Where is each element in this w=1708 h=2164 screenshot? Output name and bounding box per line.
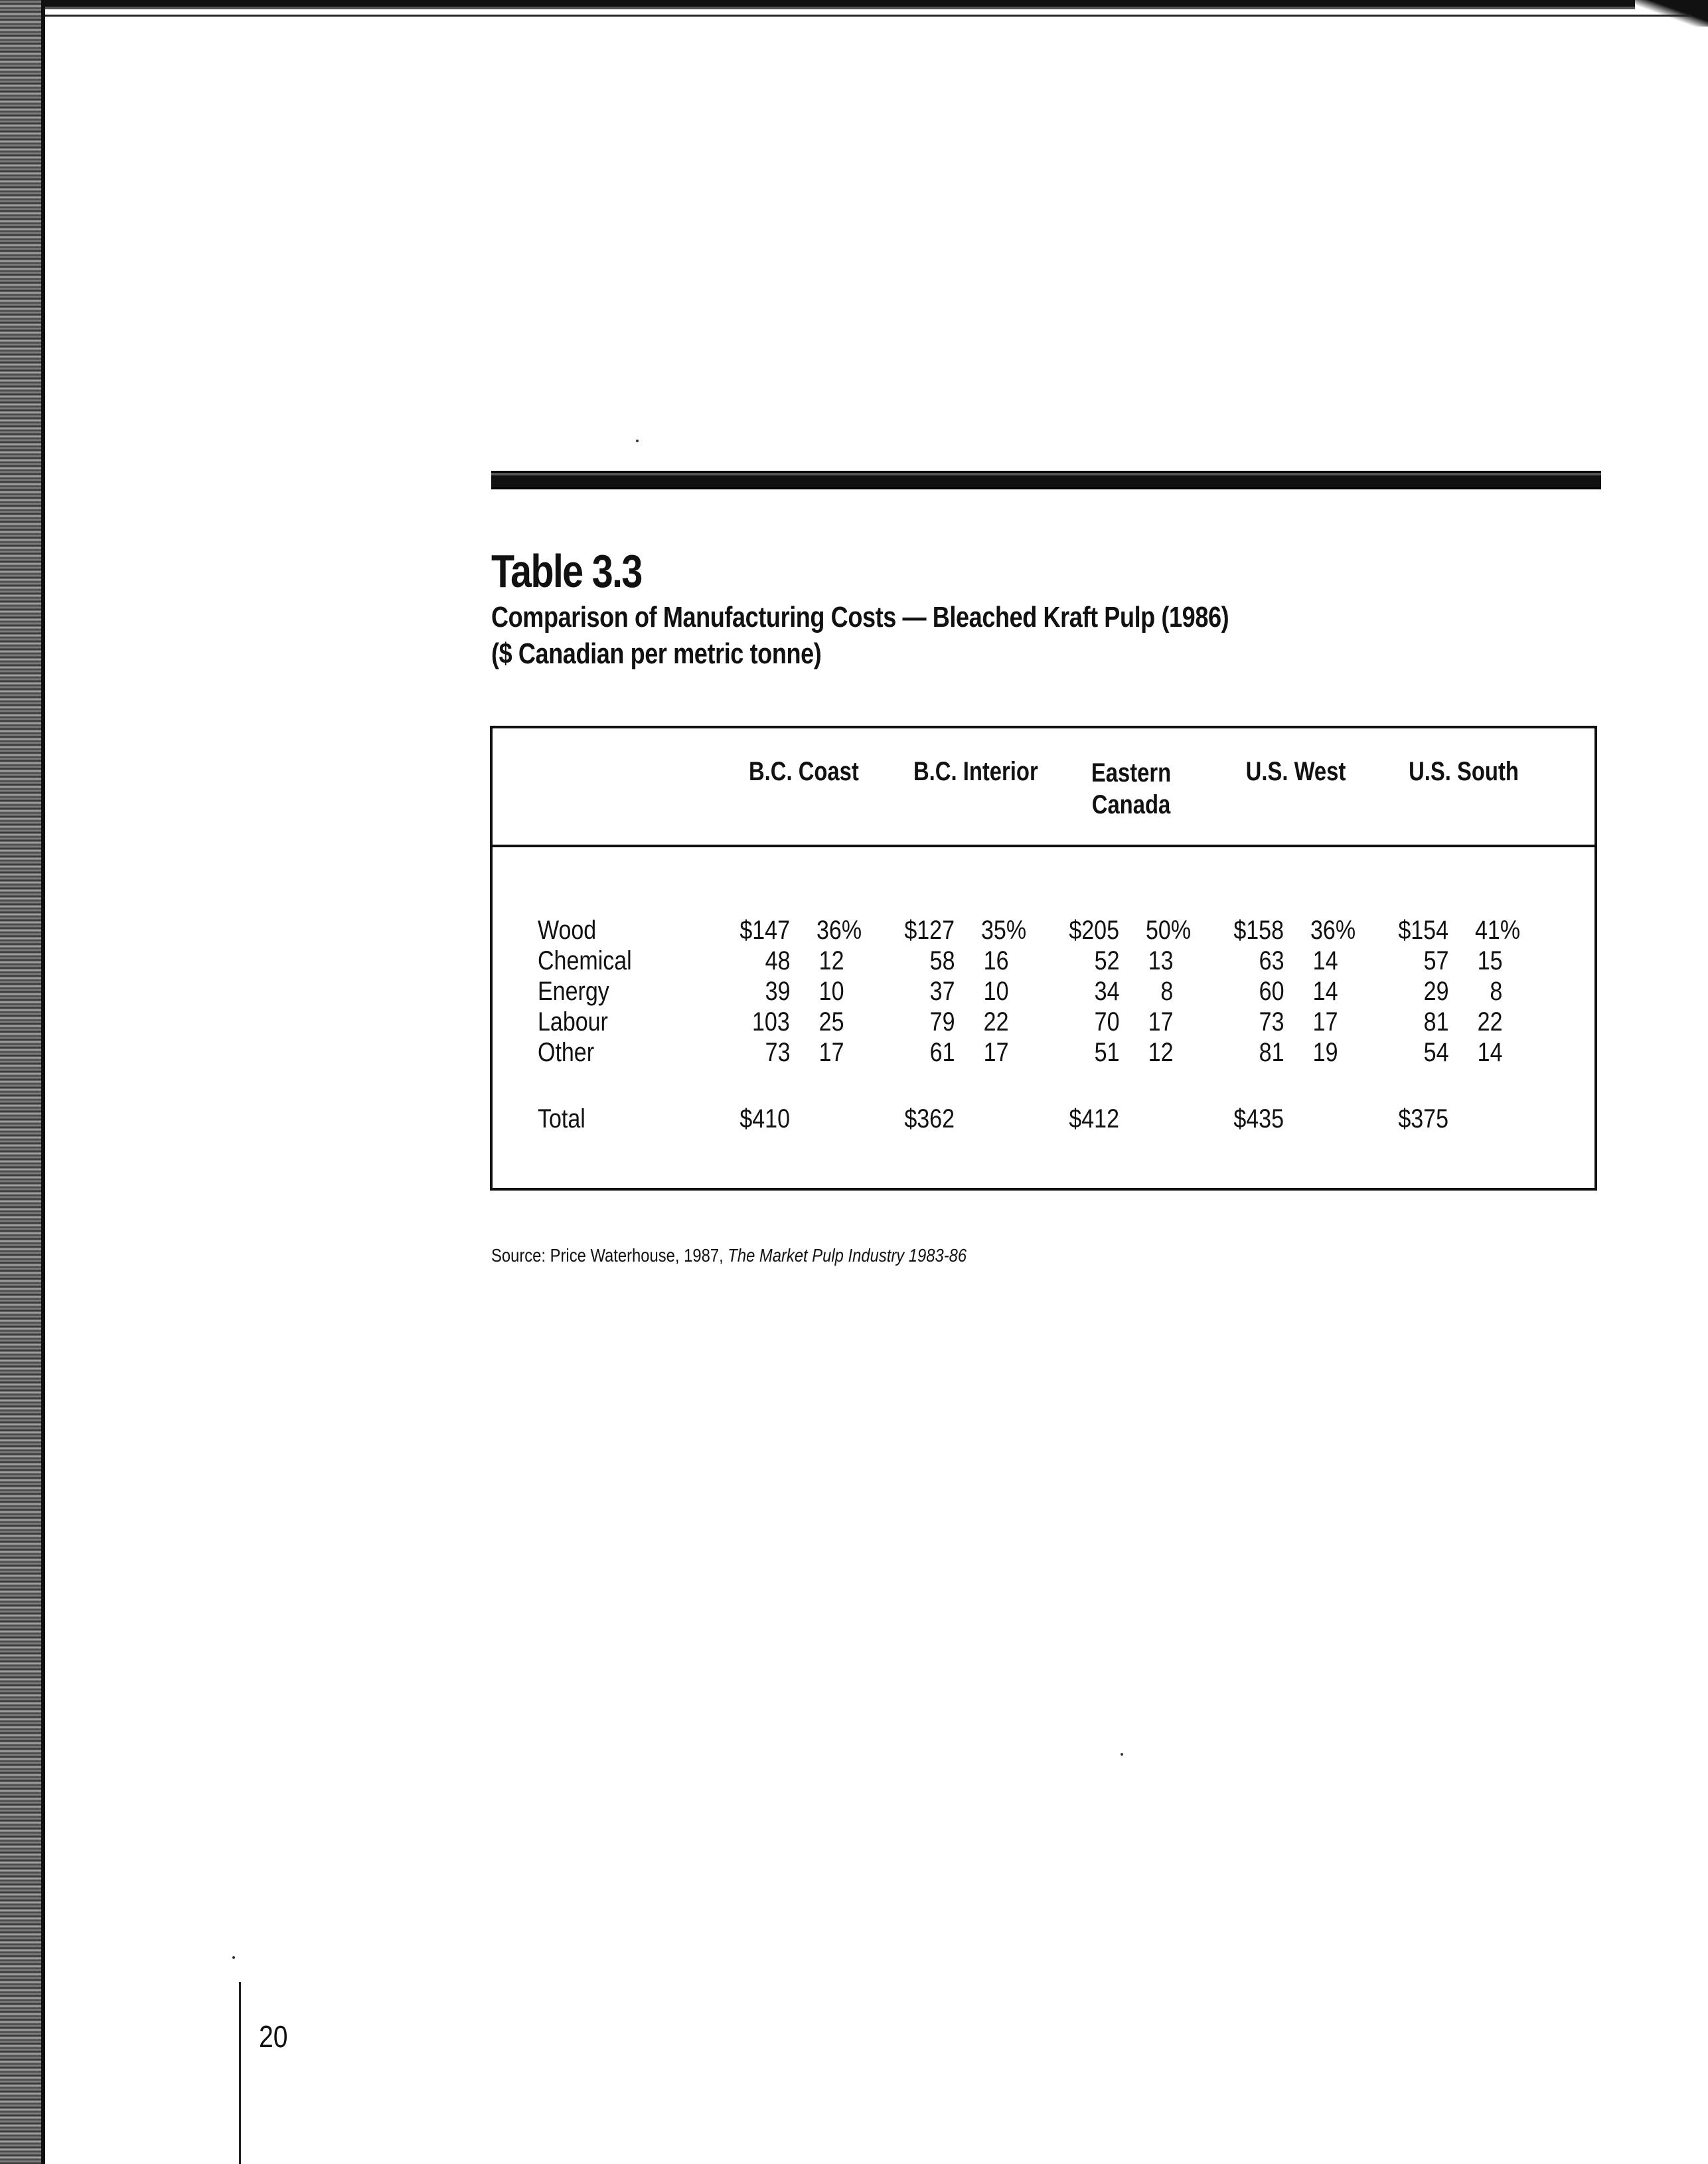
- cell-value: 29: [1423, 977, 1448, 1006]
- page-number: 20: [259, 2019, 288, 2054]
- col-header-line2: Canada: [1091, 790, 1171, 819]
- cell-percent: 16: [983, 946, 1008, 975]
- cell-value: 61: [929, 1038, 955, 1067]
- col-header-bc-coast: [749, 756, 858, 788]
- cell-value: 54: [1423, 1038, 1448, 1067]
- cell-percent: 14: [1312, 977, 1338, 1006]
- col-header-us-south: [1407, 756, 1521, 788]
- cell-percent: 22: [1477, 1007, 1502, 1037]
- cell-value: 63: [1259, 946, 1284, 975]
- table-units: ($ Canadian per metric tonne): [491, 637, 822, 670]
- col-header-line2: U.S. West: [1245, 757, 1346, 786]
- cell-percent: 36%: [1310, 916, 1356, 945]
- scan-edge-corner: [1635, 0, 1708, 27]
- scan-speck: [636, 440, 639, 442]
- cell-percent: 17: [983, 1038, 1008, 1067]
- row-label-chemical: Chemical: [538, 946, 632, 975]
- cell-percent: 41%: [1474, 916, 1520, 945]
- cell-percent: 12: [1148, 1038, 1173, 1067]
- cell-value: 81: [1259, 1038, 1284, 1067]
- cell-percent: 14: [1312, 946, 1338, 975]
- col-header-line1: Eastern: [1091, 758, 1172, 788]
- scan-edge-left: [0, 0, 45, 2164]
- scan-edge-top: [0, 0, 1708, 9]
- cell-percent: 17: [1148, 1007, 1173, 1037]
- cell-percent: 15: [1477, 946, 1502, 975]
- row-label-wood: Wood: [538, 916, 597, 945]
- cell-value: 70: [1094, 1007, 1119, 1037]
- cell-percent: 12: [818, 946, 844, 975]
- page-number-bar: [239, 1982, 241, 2164]
- col-header-bc-interior: [913, 756, 1038, 788]
- cell-value: 34: [1094, 977, 1119, 1006]
- cell-percent: 10: [983, 977, 1008, 1006]
- cell-percent: 17: [818, 1038, 844, 1067]
- col-header-us-west: [1241, 756, 1350, 788]
- col-header-eastern-canada: [1077, 757, 1186, 821]
- col-header-line2: B.C. Interior: [913, 757, 1038, 786]
- cell-value: 58: [929, 946, 955, 975]
- cell-value: $147: [739, 916, 790, 945]
- source-title: The Market Pulp Industry 1983-86: [728, 1245, 967, 1266]
- cell-value: $205: [1069, 916, 1119, 945]
- cell-value: 48: [765, 946, 790, 975]
- total-value: $435: [1233, 1104, 1284, 1133]
- cell-percent: 14: [1477, 1038, 1502, 1067]
- cell-percent: 50%: [1145, 916, 1191, 945]
- col-header-line2: U.S. South: [1409, 757, 1519, 786]
- cell-value: 51: [1094, 1038, 1119, 1067]
- cell-value: 73: [1259, 1007, 1284, 1037]
- cell-value: 57: [1423, 946, 1448, 975]
- cell-percent: 19: [1312, 1038, 1338, 1067]
- row-label-other: Other: [538, 1038, 595, 1067]
- cell-value: 39: [765, 977, 790, 1006]
- cell-percent: 25: [818, 1007, 844, 1037]
- scan-speck: [232, 1956, 235, 1959]
- cell-percent: 10: [818, 977, 844, 1006]
- cell-value: 60: [1259, 977, 1284, 1006]
- scan-speck: [1121, 1753, 1123, 1756]
- source-note: [491, 1245, 967, 1266]
- table-number: Table 3.3: [491, 545, 642, 597]
- total-value: $375: [1398, 1104, 1448, 1133]
- cell-percent: 8: [1160, 977, 1173, 1006]
- cell-value: 52: [1094, 946, 1119, 975]
- row-label-energy: Energy: [538, 977, 609, 1006]
- top-rule: [45, 15, 1691, 17]
- row-label-total: Total: [538, 1104, 585, 1133]
- cell-value: 73: [765, 1038, 790, 1067]
- cell-value: 81: [1423, 1007, 1448, 1037]
- cell-value: 103: [752, 1007, 790, 1037]
- cell-value: 79: [929, 1007, 955, 1037]
- heavy-rule: [491, 471, 1601, 489]
- total-value: $412: [1069, 1104, 1119, 1133]
- cell-percent: 22: [983, 1007, 1008, 1037]
- cell-percent: 17: [1312, 1007, 1338, 1037]
- cell-percent: 8: [1490, 977, 1502, 1006]
- cell-value: $127: [904, 916, 955, 945]
- cell-percent: 13: [1148, 946, 1173, 975]
- cell-value: 37: [929, 977, 955, 1006]
- table-caption: Comparison of Manufacturing Costs — Bleached Kraft Pulp (1986): [491, 601, 1229, 633]
- total-value: $362: [904, 1104, 955, 1133]
- col-header-line2: B.C. Coast: [749, 757, 859, 786]
- header-rule: [490, 845, 1597, 847]
- cell-value: $154: [1398, 916, 1448, 945]
- cell-percent: 35%: [980, 916, 1026, 945]
- cell-value: $158: [1233, 916, 1284, 945]
- total-value: $410: [739, 1104, 790, 1133]
- row-label-labour: Labour: [538, 1007, 608, 1037]
- cell-percent: 36%: [816, 916, 862, 945]
- source-prefix: Source: Price Waterhouse, 1987,: [491, 1245, 728, 1266]
